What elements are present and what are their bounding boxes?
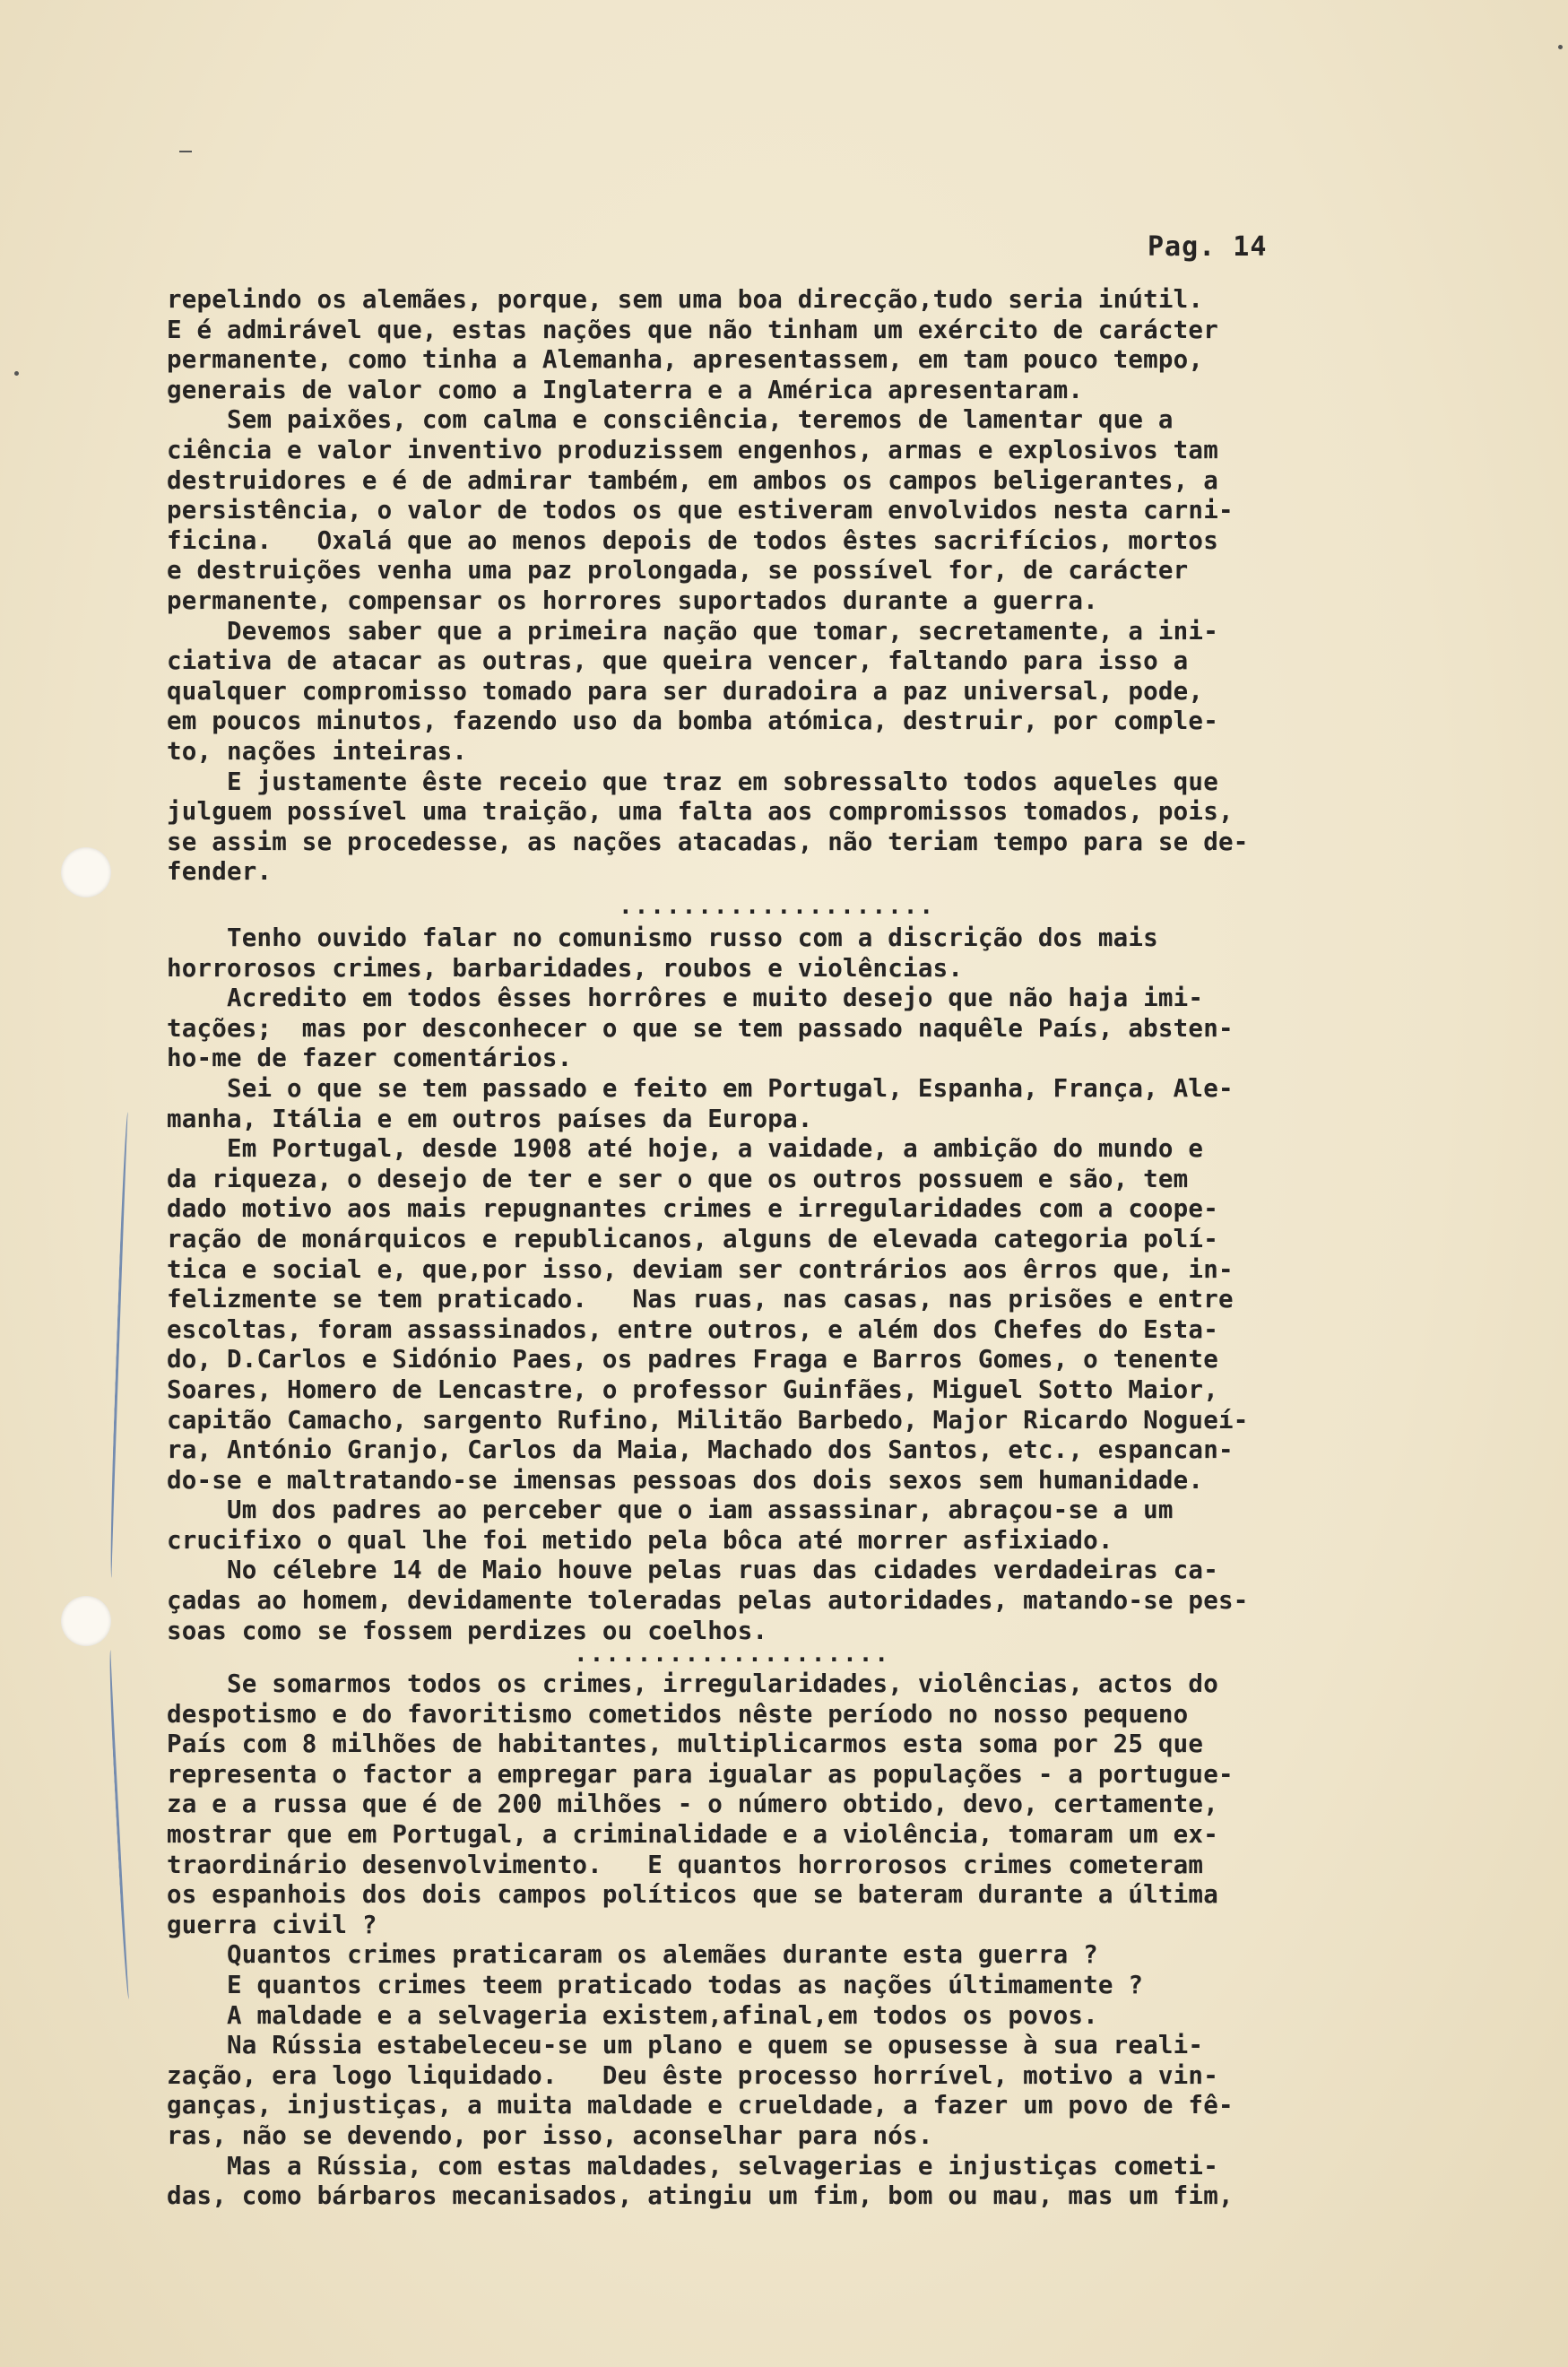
text-line: Quantos crimes praticaram os alemães durante esta guerra ?: [167, 1940, 1098, 1970]
text-line: fender.: [167, 857, 273, 887]
text-line: generais de valor como a Inglaterra e a América apresentaram.: [167, 375, 1084, 404]
text-line: tações; mas por desconhecer o que se tem passado naquêle País, absten-: [167, 1013, 1234, 1043]
text-line: os espanhois dos dois campos políticos que se bateram durante a última: [167, 1880, 1218, 1910]
text-block-1: [167, 285, 1449, 888]
text-line: julguem possível uma traição, uma falta aos compromissos tomados, pois,: [167, 797, 1234, 827]
text-line: Mas a Rússia, com estas maldades, selvagerias e injustiças cometi-: [167, 2151, 1218, 2181]
text-line: repelindo os alemães, porque, sem uma boa direcção,tudo seria inútil.: [167, 285, 1204, 314]
text-block-2: [167, 923, 1449, 1646]
text-line: das, como bárbaros mecanisados, atingiu um fim, bom ou mau, mas um fim,: [167, 2181, 1234, 2211]
text-line: se assim se procedesse, as nações atacadas, não teriam tempo para se de-: [167, 827, 1249, 856]
text-line: No célebre 14 de Maio houve pelas ruas das cidades verdadeiras ca-: [167, 1556, 1218, 1585]
text-line: ras, não se devendo, por isso, aconselhar para nós.: [167, 2120, 933, 2150]
text-line: E justamente êste receio que traz em sobressalto todos aqueles que: [167, 767, 1218, 796]
text-line: traordinário desenvolvimento. E quantos horrorosos crimes cometeram: [167, 1850, 1204, 1879]
section-separator: ....................: [619, 893, 936, 920]
stray-dash-mark: [179, 151, 192, 152]
text-line: horrorosos crimes, barbaridades, roubos e violências.: [167, 953, 964, 983]
text-line: ganças, injustiças, a muita maldade e crueldade, a fazer um povo de fê-: [167, 2091, 1234, 2120]
text-line: guerra civil ?: [167, 1910, 377, 1939]
stray-ink-dot: [14, 371, 19, 376]
text-line: ciativa de atacar as outras, que queira vencer, faltando para isso a: [167, 646, 1189, 676]
margin-pencil-mark: [108, 1650, 134, 1999]
stray-ink-dot: [1558, 45, 1563, 49]
text-line: representa o factor a empregar para igualar as populações - a portugue-: [167, 1759, 1234, 1789]
text-line: crucifixo o qual lhe foi metido pela bôca até morrer asfixiado.: [167, 1525, 1113, 1555]
text-line: qualquer compromisso tomado para ser duradoira a paz universal, pode,: [167, 676, 1204, 706]
text-line: ciência e valor inventivo produzissem engenhos, armas e explosivos tam: [167, 435, 1218, 464]
text-line: permanente, compensar os horrores suportados durante a guerra.: [167, 585, 1098, 615]
text-line: do-se e maltratando-se imensas pessoas dos dois sexos sem humanidade.: [167, 1465, 1204, 1495]
text-line: Na Rússia estabeleceu-se um plano e quem se opusesse à sua reali-: [167, 2031, 1204, 2060]
text-line: soas como se fossem perdizes ou coelhos.: [167, 1616, 768, 1645]
text-line: to, nações inteiras.: [167, 736, 468, 766]
text-line: despotismo e do favoritismo cometidos nêste período no nosso pequeno: [167, 1699, 1189, 1729]
section-separator: ....................: [574, 1641, 891, 1668]
text-line: persistência, o valor de todos os que estiveram envolvidos nesta carni-: [167, 496, 1234, 525]
text-line: Em Portugal, desde 1908 até hoje, a vaidade, a ambição do mundo e: [167, 1134, 1204, 1164]
text-line: destruidores e é de admirar também, em ambos os campos beligerantes, a: [167, 465, 1218, 495]
text-line: capitão Camacho, sargento Rufino, Militão Barbedo, Major Ricardo Nogueí-: [167, 1405, 1249, 1435]
text-line: da riqueza, o desejo de ter e ser o que os outros possuem e são, tem: [167, 1164, 1189, 1193]
text-line: País com 8 milhões de habitantes, multiplicarmos esta soma por 25 que: [167, 1730, 1204, 1759]
page-number: Pag. 14: [1148, 231, 1268, 263]
text-line: çadas ao homem, devidamente toleradas pelas autoridades, matando-se pes-: [167, 1586, 1249, 1616]
text-line: A maldade e a selvageria existem,afinal,em todos os povos.: [167, 2000, 1098, 2030]
text-line: Sei o que se tem passado e feito em Portugal, Espanha, França, Ale-: [167, 1073, 1234, 1103]
text-line: em poucos minutos, fazendo uso da bomba atómica, destruir, por comple-: [167, 707, 1218, 736]
text-line: za e a russa que é de 200 milhões - o número obtido, devo, certamente,: [167, 1790, 1218, 1819]
text-line: Devemos saber que a primeira nação que tomar, secretamente, a ini-: [167, 616, 1218, 646]
punch-hole: [61, 1596, 111, 1646]
punch-hole: [61, 847, 111, 897]
text-line: permanente, como tinha a Alemanha, apresentassem, em tam pouco tempo,: [167, 345, 1204, 375]
text-block-3: [167, 1669, 1449, 2212]
text-line: Acredito em todos êsses horrôres e muito desejo que não haja imi-: [167, 984, 1204, 1013]
text-line: E quantos crimes teem praticado todas as nações últimamente ?: [167, 1970, 1144, 1999]
text-line: ração de monárquicos e republicanos, alguns de elevada categoria polí-: [167, 1224, 1218, 1253]
text-line: Sem paixões, com calma e consciência, teremos de lamentar que a: [167, 405, 1174, 435]
text-line: do, D.Carlos e Sidónio Paes, os padres Fraga e Barros Gomes, o tenente: [167, 1345, 1218, 1374]
text-line: escoltas, foram assassinados, entre outros, e além dos Chefes do Esta-: [167, 1314, 1218, 1344]
text-line: manha, Itália e em outros países da Europa.: [167, 1104, 813, 1133]
margin-pencil-mark: [108, 1112, 133, 1578]
text-line: E é admirável que, estas nações que não tinham um exército de carácter: [167, 315, 1218, 344]
text-line: dado motivo aos mais repugnantes crimes e irregularidades com a coope-: [167, 1194, 1218, 1224]
text-line: Um dos padres ao perceber que o iam assassinar, abraçou-se a um: [167, 1496, 1174, 1525]
text-line: mostrar que em Portugal, a criminalidade e a violência, tomaram um ex-: [167, 1819, 1218, 1849]
text-line: felizmente se tem praticado. Nas ruas, nas casas, nas prisões e entre: [167, 1285, 1234, 1314]
text-line: ra, António Granjo, Carlos da Maia, Machado dos Santos, etc., espancan-: [167, 1435, 1234, 1465]
text-line: e destruições venha uma paz prolongada, se possível for, de carácter: [167, 556, 1189, 585]
text-line: Se somarmos todos os crimes, irregularidades, violências, actos do: [167, 1669, 1218, 1698]
text-line: ho-me de fazer comentários.: [167, 1044, 573, 1073]
text-line: ficina. Oxalá que ao menos depois de todos êstes sacrifícios, mortos: [167, 525, 1218, 555]
text-line: Soares, Homero de Lencastre, o professor Guinfães, Miguel Sotto Maior,: [167, 1374, 1218, 1404]
text-line: zação, era logo liquidado. Deu êste processo horrível, motivo a vin-: [167, 2060, 1218, 2090]
text-line: tica e social e, que,por isso, deviam ser contrários aos êrros que, in-: [167, 1254, 1234, 1284]
text-line: Tenho ouvido falar no comunismo russo com a discrição dos mais: [167, 923, 1158, 952]
